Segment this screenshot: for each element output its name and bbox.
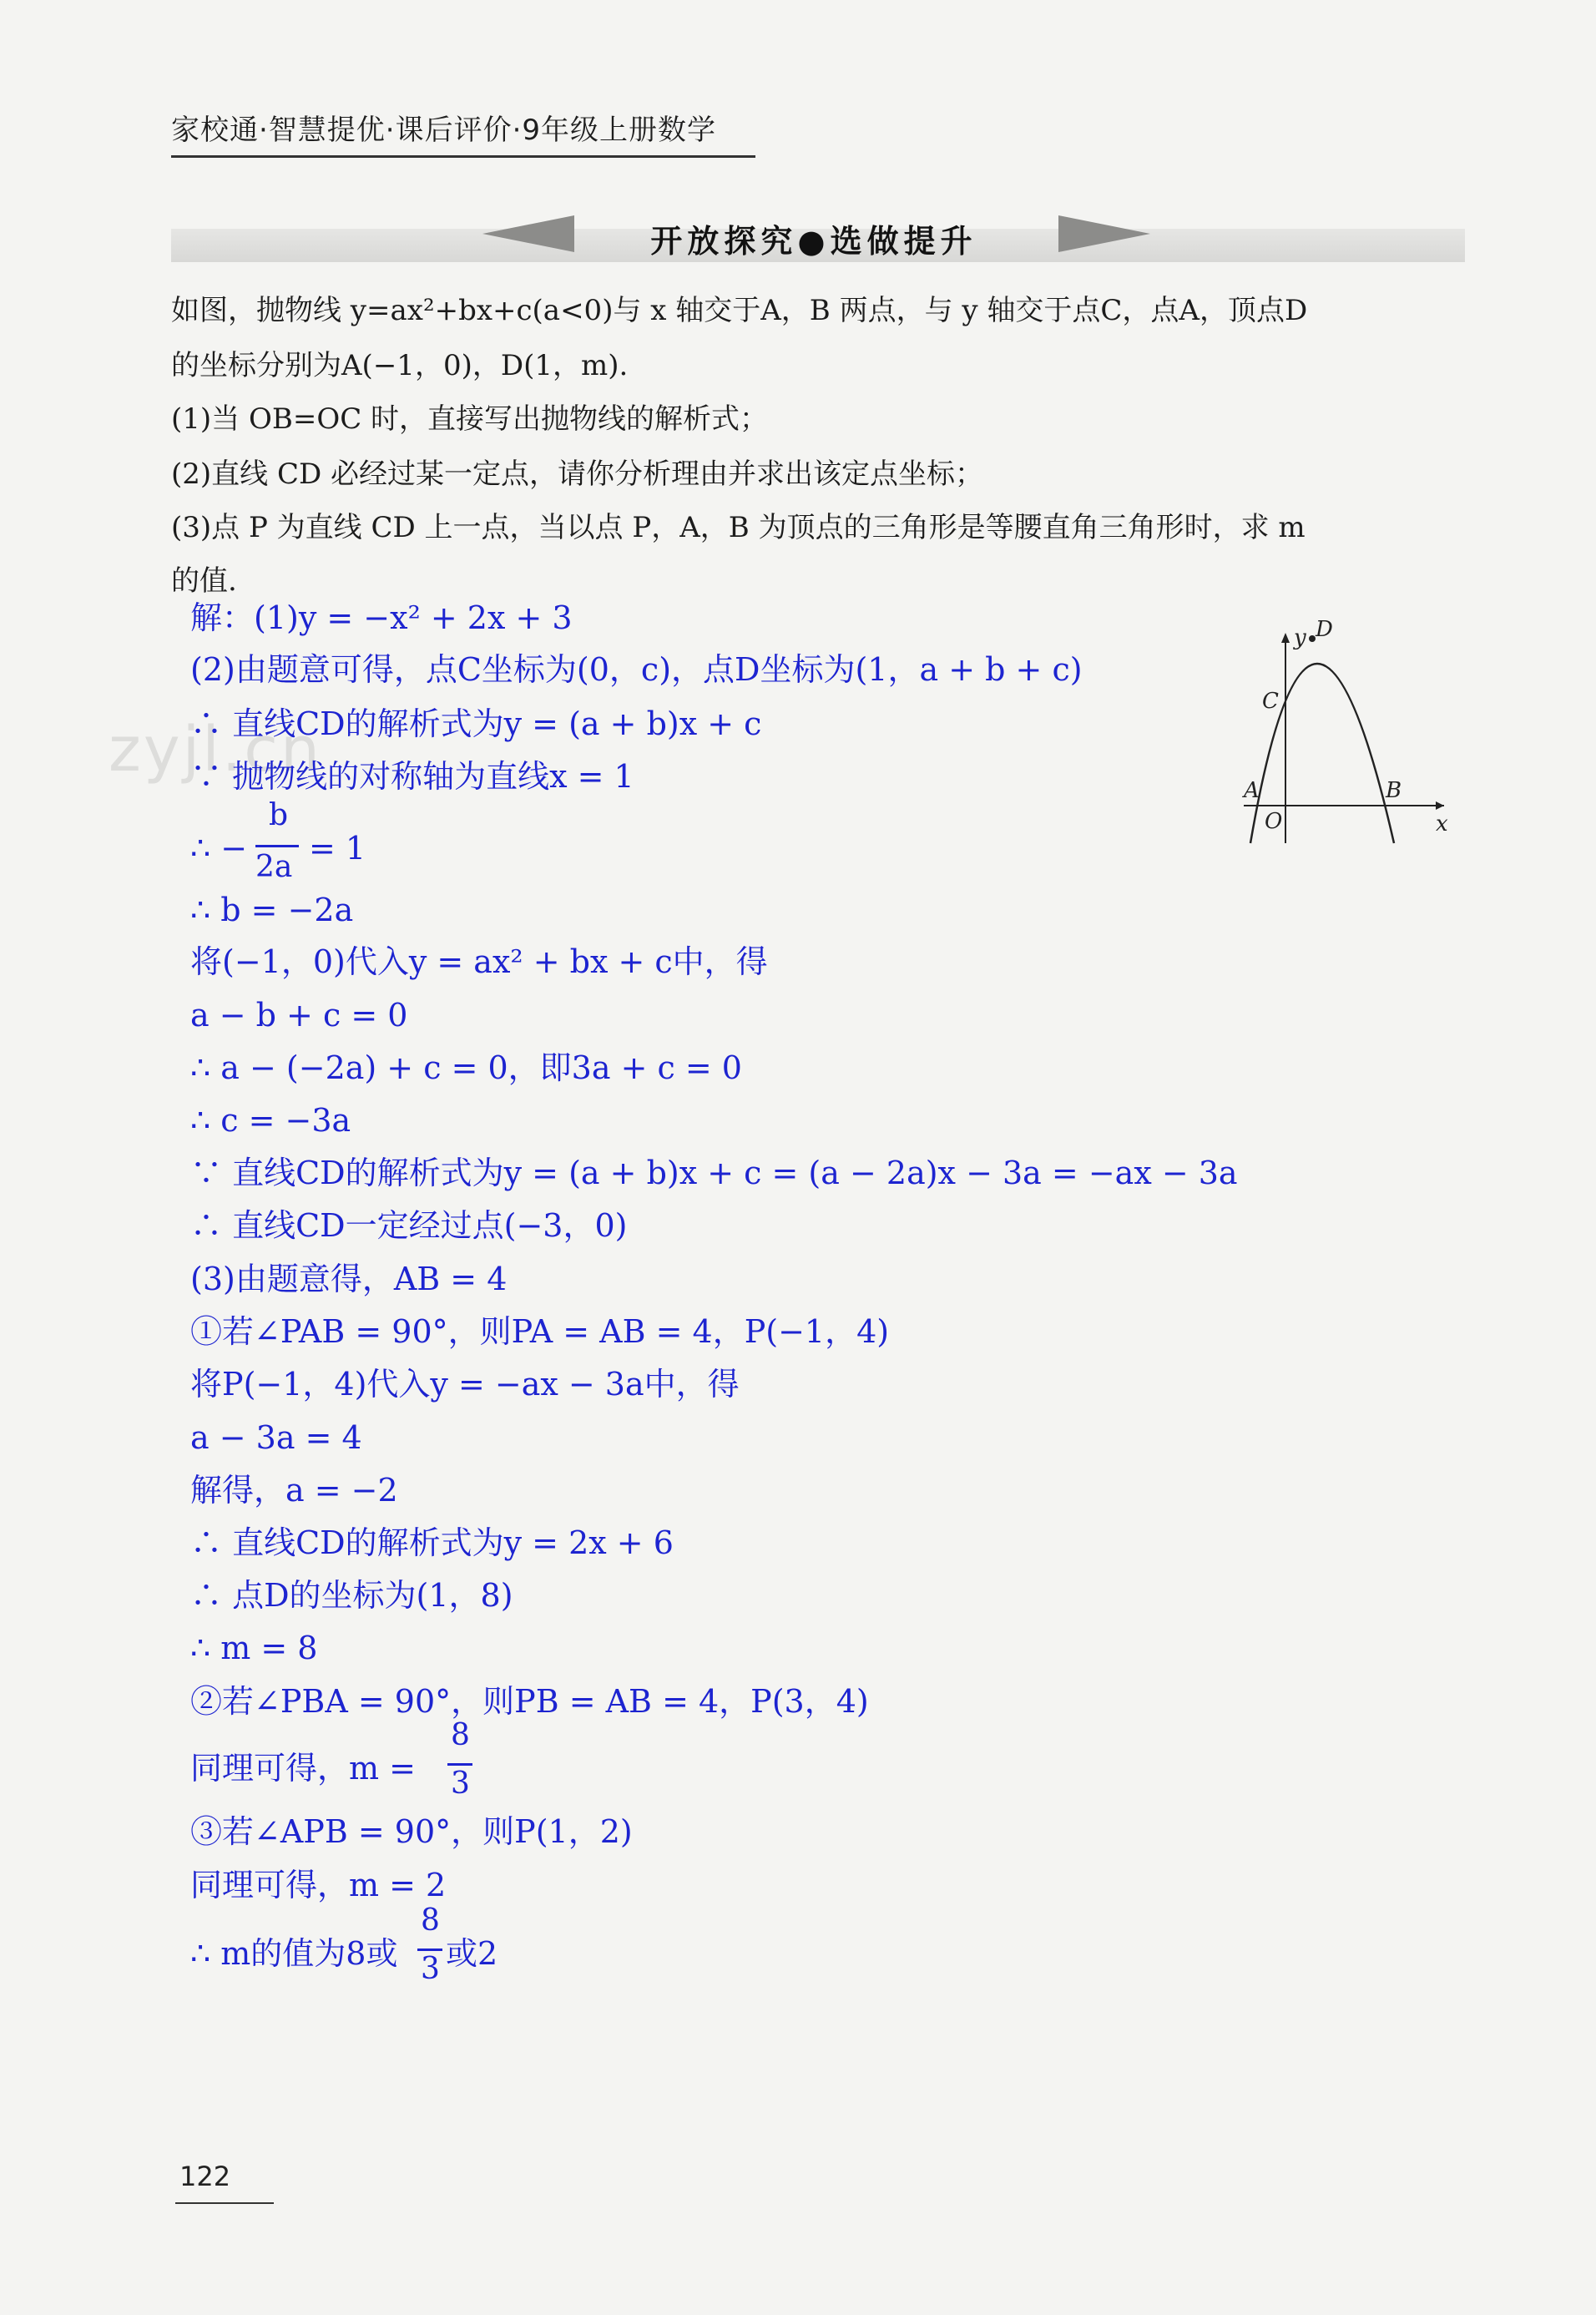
x-axis-arrow-icon: [1436, 801, 1444, 810]
solution-line-13: (3)由题意得，AB = 4: [190, 1261, 508, 1297]
label-D: D: [1316, 618, 1333, 642]
solution-line-19: ∴ 点D的坐标为(1，8): [190, 1577, 513, 1614]
fraction-denominator-2: 3: [451, 1767, 470, 1801]
solution-line-7: 将(−1，0)代入y = ax² + bx + c中，得: [190, 943, 768, 980]
label-y: y: [1294, 625, 1306, 650]
solution-line-4: ∵ 抛物线的对称轴为直线x = 1: [190, 758, 634, 795]
solution-line-23: ③若∠APB = 90°，则P(1，2): [190, 1813, 633, 1850]
solution-line-25-prefix: ∴ m的值为8或: [190, 1935, 398, 1972]
solution-line-18: ∴ 直线CD的解析式为y = 2x + 6: [190, 1524, 674, 1561]
question-3-line-2: 的值.: [171, 564, 237, 598]
problem-line-1: 如图，抛物线 y=ax²+bx+c(a<0)与 x 轴交于A，B 两点，与 y 轴交于点C，点A，顶点D: [171, 294, 1308, 327]
solution-line-5-prefix: ∴ −: [190, 830, 248, 867]
vertex-point: [1309, 635, 1316, 642]
label-O: O: [1265, 809, 1283, 834]
fraction-numerator-3: 8: [421, 1903, 440, 1938]
solution-line-25-suffix: 或2: [446, 1935, 498, 1972]
triangle-right-icon: [1058, 215, 1150, 252]
fraction-bar: [255, 845, 299, 847]
fraction-bar-3: [417, 1949, 442, 1951]
label-B: B: [1386, 778, 1402, 803]
fraction-bar-2: [447, 1763, 472, 1766]
header-rule: [171, 155, 755, 158]
y-axis-arrow-icon: [1281, 633, 1290, 643]
solution-line-10: ∴ c = −3a: [190, 1102, 351, 1139]
solution-line-3: ∴ 直线CD的解析式为y = (a + b)x + c: [190, 705, 762, 742]
fraction-denominator: 2a: [255, 850, 293, 884]
running-header: 家校通·智慧提优·课后评价·9年级上册数学: [171, 114, 717, 147]
label-x: x: [1436, 811, 1448, 837]
label-A: A: [1244, 778, 1260, 803]
solution-line-16: a − 3a = 4: [190, 1419, 362, 1456]
label-C: C: [1262, 689, 1279, 714]
section-title: 开放探究●选做提升: [650, 223, 977, 260]
watermark: zyjl.cn: [109, 714, 322, 786]
solution-line-11: ∵ 直线CD的解析式为y = (a + b)x + c = (a − 2a)x − 3a = −ax − 3a: [190, 1155, 1238, 1191]
footer-rule: [175, 2202, 274, 2204]
solution-line-8: a − b + c = 0: [190, 997, 408, 1034]
solution-line-15: 将P(−1，4)代入y = −ax − 3a中，得: [190, 1366, 740, 1403]
fraction-numerator: b: [269, 798, 289, 832]
solution-line-17: 解得，a = −2: [190, 1472, 398, 1509]
question-2: (2)直线 CD 必经过某一定点，请你分析理由并求出该定点坐标；: [171, 457, 984, 491]
fraction-denominator-3: 3: [421, 1952, 440, 1986]
solution-line-22-prefix: 同理可得，m =: [190, 1750, 416, 1787]
solution-line-24: 同理可得，m = 2: [190, 1867, 447, 1903]
solution-line-5-suffix: = 1: [309, 830, 366, 867]
solution-line-14: ①若∠PAB = 90°，则PA = AB = 4，P(−1，4): [190, 1313, 890, 1350]
solution-line-12: ∴ 直线CD一定经过点(−3，0): [190, 1207, 628, 1244]
solution-line-21: ②若∠PBA = 90°，则PB = AB = 4，P(3，4): [190, 1683, 869, 1720]
problem-line-2: 的坐标分别为A(−1，0)，D(1，m).: [171, 349, 629, 382]
page-number: 122: [179, 2161, 231, 2192]
solution-line-2: (2)由题意可得，点C坐标为(0，c)，点D坐标为(1，a + b + c): [190, 651, 1083, 688]
triangle-left-icon: [482, 215, 574, 252]
question-3-line-1: (3)点 P 为直线 CD 上一点，当以点 P，A，B 为顶点的三角形是等腰直角三角形时，求 m: [171, 511, 1306, 544]
solution-line-9: ∴ a − (−2a) + c = 0，即3a + c = 0: [190, 1049, 742, 1086]
solution-line-20: ∴ m = 8: [190, 1630, 318, 1666]
fraction-numerator-2: 8: [451, 1718, 470, 1752]
solution-line-1: 解：(1)y = −x² + 2x + 3: [190, 599, 573, 636]
question-1: (1)当 OB=OC 时，直接写出抛物线的解析式；: [171, 402, 769, 436]
solution-line-6: ∴ b = −2a: [190, 892, 354, 928]
parabola-figure: [1235, 618, 1452, 852]
